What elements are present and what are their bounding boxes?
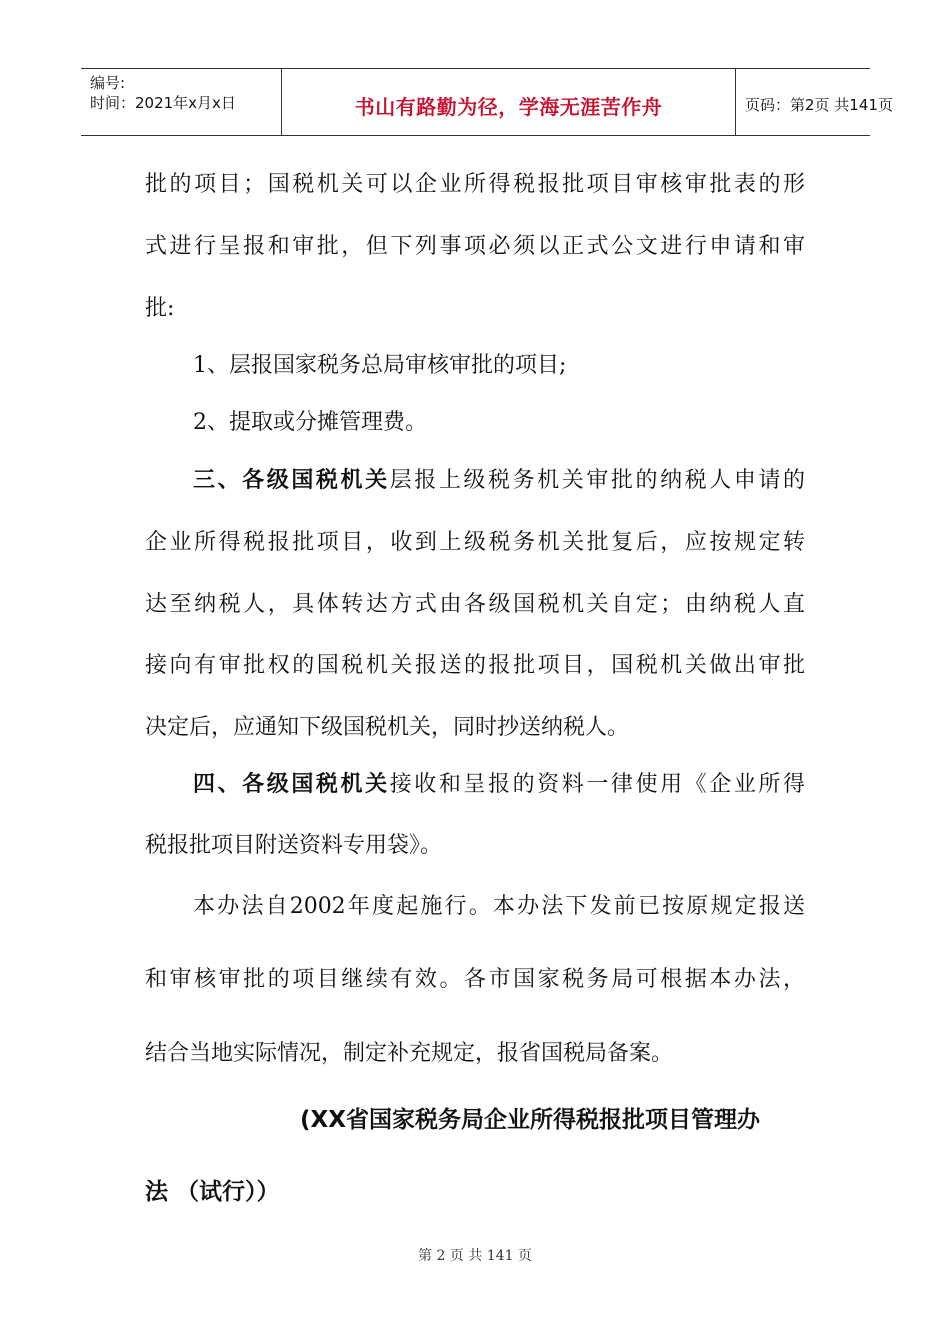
paragraph-1-line-3: 批:	[145, 296, 175, 321]
paragraph-3-line-2: 企业所得税报批项目，收到上级税务机关批复后，应按规定转	[145, 530, 805, 555]
paragraph-5-line-2: 和审核审批的项目继续有效。各市国家税务局可根据本办法，	[145, 967, 805, 992]
closing-title-line-1: (XX省国家税务局企业所得税报批项目管理办	[300, 1107, 760, 1133]
paragraph-3-line-1	[193, 466, 805, 496]
closing-title-line-2: 法 （试行））	[145, 1179, 280, 1205]
paragraph-3-line-3: 达至纳税人，具体转达方式由各级国税机关自定；由纳税人直	[145, 592, 805, 617]
paragraph-3-line-5: 决定后，应通知下级国税机关，同时抄送纳税人。	[145, 715, 630, 740]
header-page-code: 页码：第2页 共141页	[745, 96, 893, 114]
paragraph-1-line-1: 批的项目；国税机关可以企业所得税报批项目审核审批表的形	[145, 172, 805, 197]
list-item-2: 2、提取或分摊管理费。	[193, 410, 427, 435]
paragraph-4-line-2: 税报批项目附送资料专用袋》。	[145, 833, 443, 858]
paragraph-5-line-3: 结合当地实际情况，制定补充规定，报省国税局备案。	[145, 1041, 674, 1066]
paragraph-3-line-4: 接向有审批权的国税机关报送的报批项目，国税机关做出审批	[145, 653, 805, 678]
paragraph-3-text: 层报上级税务机关审批的纳税人申请的	[389, 468, 805, 493]
paragraph-4-line-1	[193, 770, 805, 800]
header-page-cell	[736, 69, 893, 135]
header-motto: 书山有路勤为径，学海无涯苦作舟	[354, 95, 663, 119]
list-item-1: 1、层报国家税务总局审核审批的项目;	[193, 353, 567, 378]
document-number-label: 编号:	[90, 74, 126, 92]
paragraph-3-heading: 三、各级国税机关	[193, 468, 390, 493]
paragraph-4-heading: 四、各级国税机关	[193, 772, 390, 797]
page-footer: 第 2 页 共 141 页	[418, 1248, 532, 1264]
page-header	[81, 68, 893, 136]
header-motto-cell	[281, 69, 736, 135]
paragraph-5-line-1: 本办法自2002年度起施行。本办法下发前已按原规定报送	[193, 894, 805, 919]
header-meta-cell	[81, 69, 281, 135]
document-time-label: 时间：2021年x月x日	[90, 94, 236, 112]
paragraph-1-line-2: 式进行呈报和审批，但下列事项必须以正式公文进行申请和审	[145, 234, 805, 259]
paragraph-4-text: 接收和呈报的资料一律使用《企业所得	[389, 772, 805, 797]
